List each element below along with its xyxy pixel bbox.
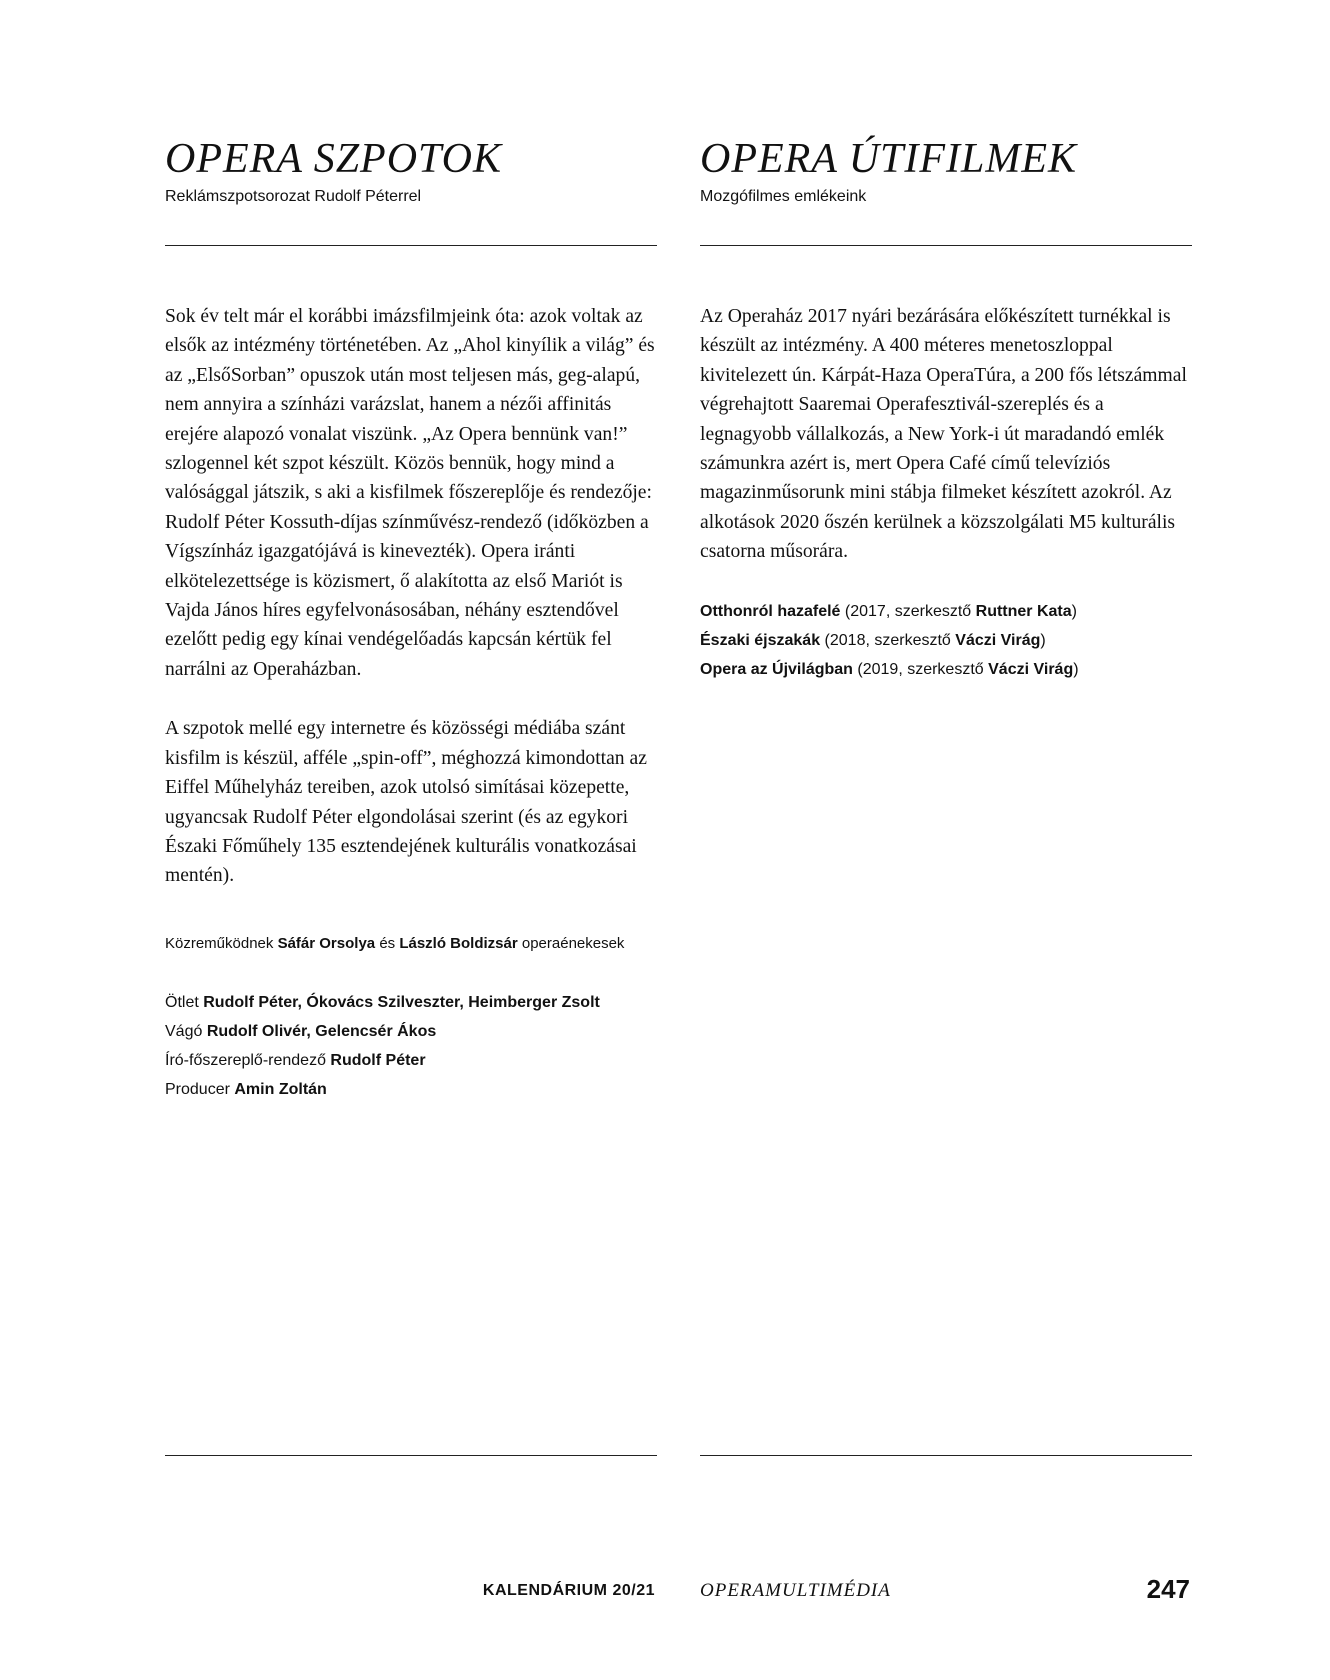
left-subtitle: Reklámszpotsorozat Rudolf Péterrel (165, 188, 422, 205)
credit-line (165, 1046, 657, 1075)
credit-role: Producer (165, 1080, 230, 1098)
left-bottom-rule (165, 1455, 657, 1456)
film-detail: (2019, szerkesztő (857, 660, 984, 678)
performer-name-2: László Boldizsár (399, 934, 518, 952)
page-number: 247 (1146, 1574, 1190, 1604)
film-editor: Ruttner Kata (975, 602, 1072, 620)
performers-joiner: és (379, 934, 396, 952)
credit-role: Vágó (165, 1022, 203, 1040)
credit-role: Ötlet (165, 993, 199, 1011)
film-title: Opera az Újvilágban (700, 660, 853, 678)
credit-line (165, 1075, 657, 1104)
credit-names: Rudolf Péter, Ókovács Szilveszter, Heimberger Zsolt (203, 993, 600, 1011)
film-title: Otthonról hazafelé (700, 602, 841, 620)
left-body (165, 302, 657, 1104)
performer-name-1: Sáfár Orsolya (277, 934, 376, 952)
film-list (700, 597, 1192, 684)
credit-role: Író-főszereplő-rendező (165, 1051, 326, 1069)
credit-line (165, 988, 657, 1017)
performers-suffix: operaénekesek (521, 934, 625, 952)
film-title: Északi éjszakák (700, 631, 821, 649)
left-paragraph-2: A szpotok mellé egy internetre és közösségi médiába szánt kisfilm is készül, afféle „spin-off”, méghozzá kimondottan az Eiffel Műhelyház tereiben, azok utolsó simításai közepette, ugyancsak Rudolf Péter elgondolásai szerint (és az egykori Északi Főműhely 135 esztendejének kulturális vonatkozásai mentén). (165, 718, 647, 887)
right-paragraph: Az Operaház 2017 nyári bezárására előkészített turnékkal is készült az intézmény. A 400 méteres menetoszloppal kivitelezett ún. Kárpát-Haza OperaTúra, a 200 fős létszámmal végrehajtott Saaremai Operafesztivál-szereplés és a legnagyobb vállalkozás, a New York-i út maradandó emlék számunkra azért is, mert Opera Café című televíziós magazinműsorunk mini stábja filmeket készített azokról. Az alkotások 2020 őszén kerülnek a közszolgálati M5 kulturális csatorna műsorára. (700, 306, 1187, 563)
credits-list (165, 988, 657, 1104)
film-close: ) (1071, 602, 1077, 620)
performers-line (165, 929, 657, 958)
film-item (700, 655, 1192, 684)
right-top-rule (700, 245, 1192, 246)
credit-names: Rudolf Péter (330, 1051, 426, 1069)
left-paragraph-1: Sok év telt már el korábbi imázsfilmjeink óta: azok voltak az elsők az intézmény történetében. Az „Ahol kinyílik a világ” és az „ElsőSorban” opuszok után most teljesen más, geg-alapú, nem annyira a színházi varázslat, hanem a nézői affinitás erejére alapozó vonalat viszünk. „Az Opera bennünk van!” szlogennel két szpot készült. Közös bennük, hogy mind a valósággal játszik, s aki a kisfilmek főszereplője és rendezője: Rudolf Péter Kossuth-díjas színművész-rendező (időközben a Vígszínház igazgatójává is kinevezték). Opera iránti elkötelezettsége is közismert, ő alakította az első Mariót is Vajda János híres egyfelvonásosában, néhány esztendővel ezelőtt pedig egy kínai vendégelőadás kapcsán kértük fel narrálni az Operaházban. (165, 306, 655, 680)
film-detail: (2017, szerkesztő (844, 602, 972, 620)
credit-names: Amin Zoltán (234, 1080, 327, 1098)
right-bottom-rule (700, 1455, 1192, 1456)
left-top-rule (165, 245, 657, 246)
film-close: ) (1040, 631, 1046, 649)
film-item (700, 597, 1192, 626)
film-editor: Váczi Virág (988, 660, 1074, 678)
performers-prefix: Közreműködnek (165, 934, 274, 952)
footer-publication: KALENDÁRIUM 20/21 (482, 1582, 655, 1599)
credit-names: Rudolf Olivér, Gelencsér Ákos (206, 1022, 437, 1040)
film-close: ) (1073, 660, 1079, 678)
left-title: OPERA SZPOTOK (165, 136, 502, 182)
right-title: OPERA ÚTIFILMEK (700, 136, 1078, 182)
film-item (700, 626, 1192, 655)
right-body (700, 302, 1192, 684)
film-detail: (2018, szerkesztő (824, 631, 951, 649)
credit-line (165, 1017, 657, 1046)
film-editor: Váczi Virág (955, 631, 1041, 649)
footer-section: OPERAMULTIMÉDIA (700, 1580, 891, 1601)
right-subtitle: Mozgófilmes emlékeink (700, 188, 867, 205)
